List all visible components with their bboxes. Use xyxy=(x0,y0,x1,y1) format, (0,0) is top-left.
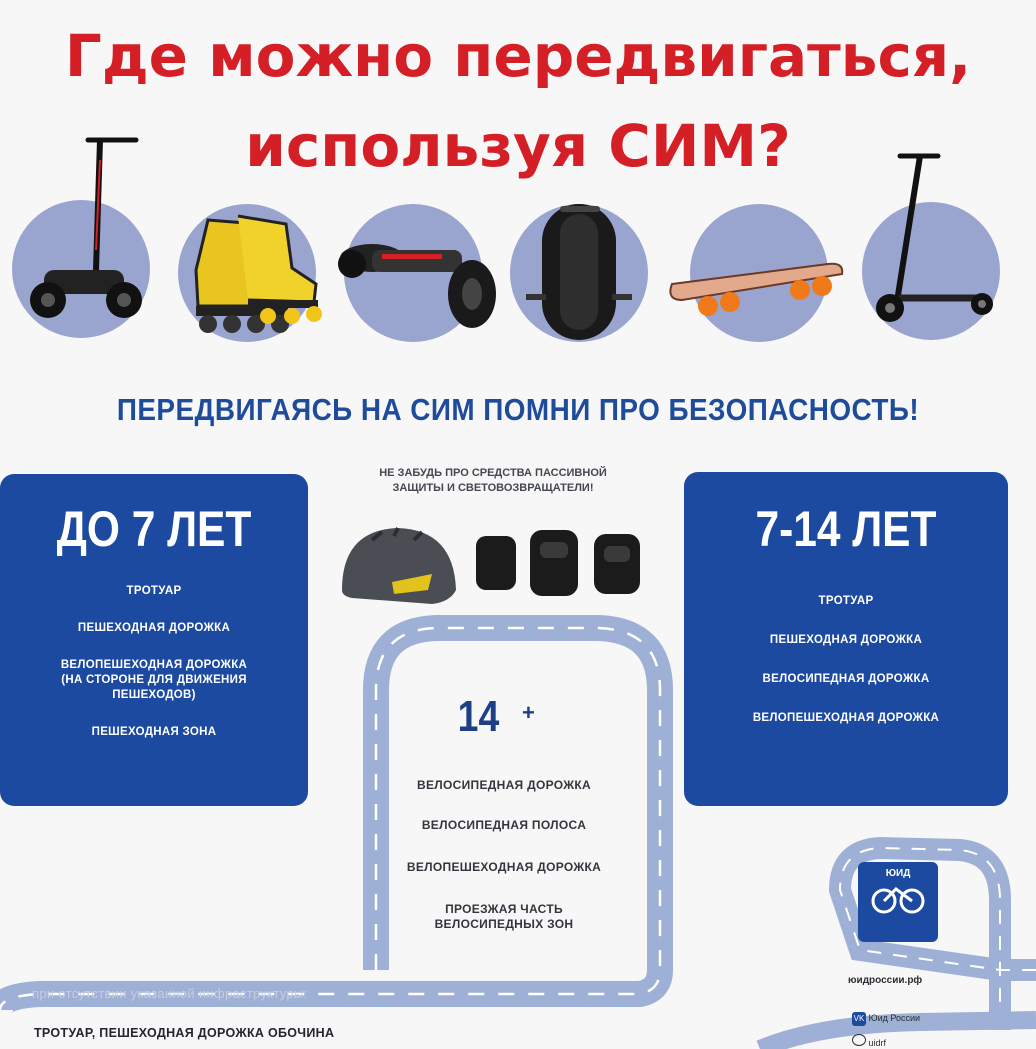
age14-item: ПРОЕЗЖАЯ ЧАСТЬ xyxy=(445,902,563,916)
age7-14-item: ПЕШЕХОДНАЯ ДОРОЖКА xyxy=(769,634,923,646)
site-link[interactable]: юидроссии.рф xyxy=(848,975,923,986)
under7-item: ПЕШЕХОДНАЯ ЗОНА xyxy=(91,726,217,738)
under7-item: ПЕШЕХОДНАЯ ДОРОЖКА xyxy=(77,622,231,634)
helmet-icon xyxy=(332,520,462,610)
panel-7-14-age: 7-14 ЛЕТ xyxy=(755,501,937,557)
under7-item: ВЕЛОПЕШЕХОДНАЯ ДОРОЖКА xyxy=(60,659,248,671)
roller-skates-icon xyxy=(168,210,338,340)
monowheel-icon xyxy=(520,200,640,350)
protection-note xyxy=(300,466,686,496)
age14-item: ВЕЛОПЕШЕХОДНАЯ ДОРОЖКА xyxy=(406,860,602,874)
age-14-label: 14 xyxy=(457,692,500,741)
age7-14-item: ТРОТУАР xyxy=(818,595,874,607)
age14-item: ВЕЛОСИПЕДНАЯ ДОРОЖКА xyxy=(417,778,591,792)
segway-icon xyxy=(26,130,146,340)
footer-faint-note: при отсутствии указанной инфраструктуры: xyxy=(32,986,308,1001)
vk-link[interactable] xyxy=(852,1012,920,1026)
under7-item: ПЕШЕХОДОВ) xyxy=(112,689,196,701)
protection-note-line1: НЕ ЗАБУДЬ ПРО СРЕДСТВА ПАССИВНОЙ xyxy=(379,467,607,479)
age14-item: ВЕЛОСИПЕДНЫХ ЗОН xyxy=(434,917,574,931)
uidrf-label: uidrf xyxy=(868,1038,887,1048)
under7-item: ТРОТУАР xyxy=(126,585,182,597)
panel-under-7-age: ДО 7 ЛЕТ xyxy=(56,501,252,557)
vk-icon: VK xyxy=(852,1012,866,1026)
skateboard-icon xyxy=(660,250,850,330)
age14-item: ВЕЛОСИПЕДНАЯ ПОЛОСА xyxy=(421,818,587,832)
protective-pads-icon xyxy=(470,524,660,604)
age7-14-item: ВЕЛОПЕШЕХОДНАЯ ДОРОЖКА xyxy=(752,712,940,724)
hoverboard-icon xyxy=(332,236,502,336)
vk-label: Юид России xyxy=(868,1013,921,1023)
title-line-2: используя СИМ? xyxy=(245,112,791,180)
social-icons xyxy=(852,1034,866,1046)
uid-logo xyxy=(858,862,938,942)
under7-item: (НА СТОРОНЕ ДЛЯ ДВИЖЕНИЯ xyxy=(61,674,247,686)
title-line-1: Где можно передвигаться, xyxy=(64,22,972,90)
scooter-icon xyxy=(858,148,1008,328)
uid-logo-label: ЮИД xyxy=(885,868,911,879)
protection-note-line2: ЗАЩИТЫ И СВЕТОВОЗВРАЩАТЕЛИ! xyxy=(392,482,594,494)
footer-main-text: ТРОТУАР, ПЕШЕХОДНАЯ ДОРОЖКА ОБОЧИНА xyxy=(34,1026,335,1040)
safety-banner: ПЕРЕДВИГАЯСЬ НА СИМ ПОМНИ ПРО БЕЗОПАСНОСТЬ! xyxy=(116,392,920,427)
uidrf-handle xyxy=(852,1034,886,1048)
bicycle-icon xyxy=(868,881,928,921)
age7-14-item: ВЕЛОСИПЕДНАЯ ДОРОЖКА xyxy=(762,673,930,685)
age-14-plus-sign: + xyxy=(522,700,535,725)
